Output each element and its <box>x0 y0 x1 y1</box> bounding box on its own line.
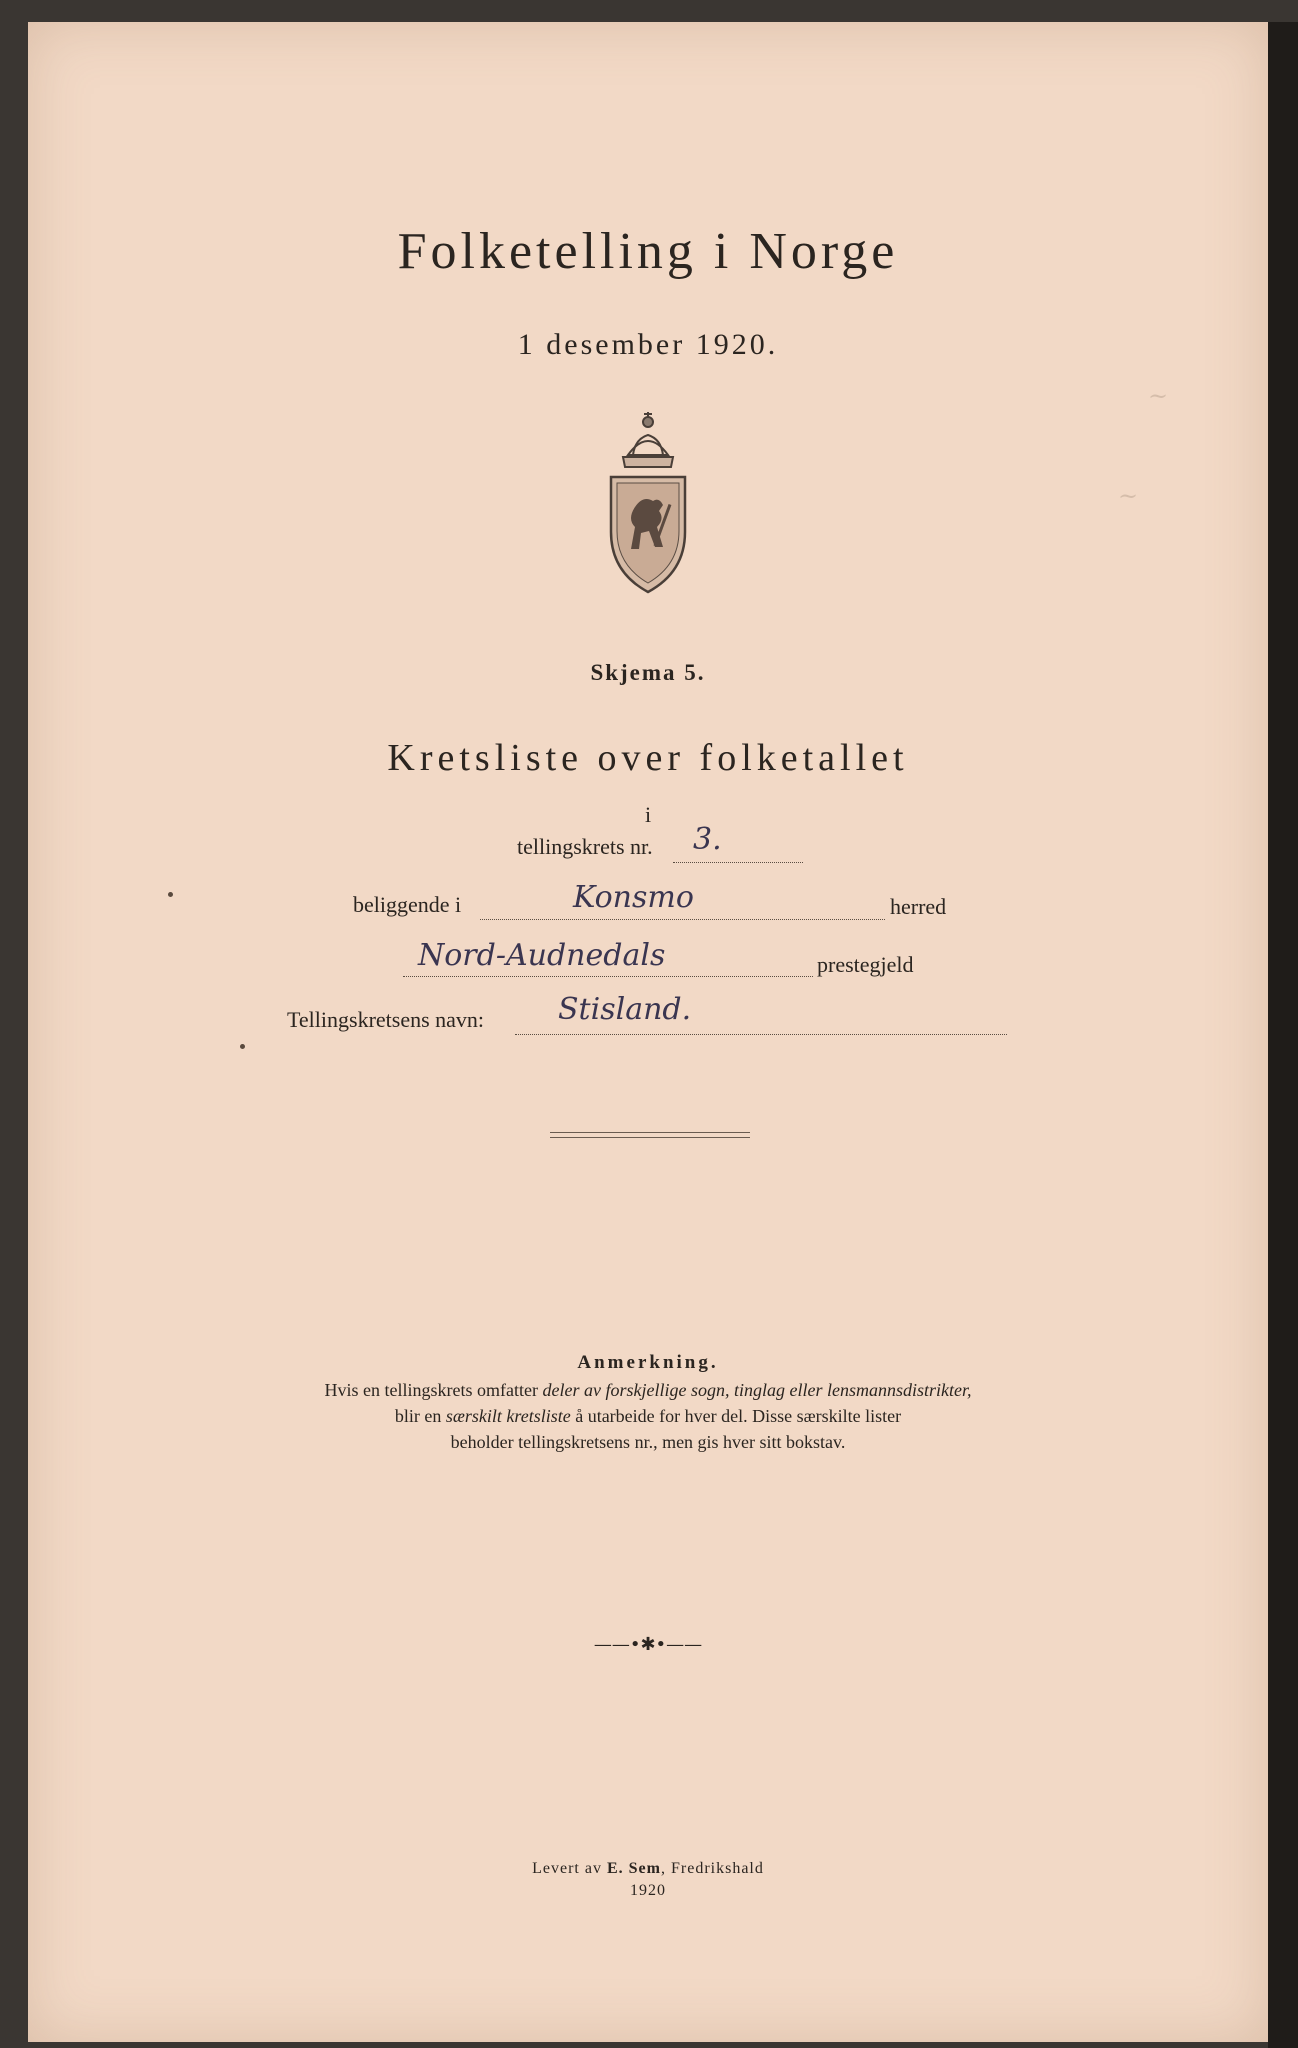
beliggende-line <box>480 919 885 920</box>
prestegjeld-value: Nord-Audnedals <box>418 938 666 973</box>
census-date: 1 desember 1920. <box>517 328 779 361</box>
krets-name-label: Tellingskretsens navn: <box>287 1007 485 1032</box>
printer-credit-prefix: Levert av <box>532 1860 607 1877</box>
beliggende-value: Konsmo <box>573 880 694 915</box>
prestegjeld-label: prestegjeld <box>817 952 914 977</box>
paper-speck <box>168 892 173 897</box>
krets-name-line <box>515 1034 1007 1035</box>
prestegjeld-line <box>403 976 813 977</box>
printer-year: 1920 <box>630 1882 666 1899</box>
divider-rule <box>550 1132 750 1138</box>
note-line-2 <box>28 1406 1268 1427</box>
page-edge-shadow <box>1268 22 1298 2048</box>
herred-label: herred <box>890 894 947 919</box>
form-heading: Kretsliste over folketallet <box>387 737 909 779</box>
bleed-through-mark: ~ <box>1148 382 1169 410</box>
krets-number-value: 3. <box>693 822 722 857</box>
note-line-2-rest: å utarbeide for hver del. Disse særskilte lister <box>570 1406 902 1426</box>
note-line-2-italic: særskilt kretsliste <box>445 1406 571 1426</box>
document-title: Folketelling i Norge <box>397 223 899 280</box>
census-form-sheet <box>28 22 1268 2042</box>
schema-number: Skjema 5. <box>590 660 706 685</box>
printer-name: E. Sem <box>606 1860 661 1877</box>
bleed-through-mark: ~ <box>1118 482 1139 510</box>
note-line-2-text: blir en <box>394 1406 446 1426</box>
note-line-3: beholder tellingskretsens nr., men gis hver sitt bokstav. <box>450 1432 846 1452</box>
printer-credit <box>28 1860 1268 1878</box>
krets-number-line <box>673 862 803 863</box>
paper-speck <box>240 1044 245 1049</box>
note-title: Anmerkning. <box>577 1352 719 1373</box>
printer-place: , Fredrikshald <box>660 1860 764 1877</box>
krets-number-label: tellingskrets nr. <box>517 834 653 859</box>
preposition-i: i <box>644 802 652 827</box>
note-line-1 <box>28 1380 1268 1401</box>
krets-name-value: Stisland. <box>558 992 692 1027</box>
coat-of-arms-icon <box>593 407 703 597</box>
beliggende-label: beliggende i <box>353 892 462 917</box>
note-line-1-text: Hvis en tellingskrets omfatter <box>324 1380 543 1400</box>
ornament-divider: ——•✱•—— <box>593 1634 703 1655</box>
note-line-1-italic: deler av forskjellige sogn, tinglag eller lensmannsdistrikter, <box>542 1380 972 1400</box>
